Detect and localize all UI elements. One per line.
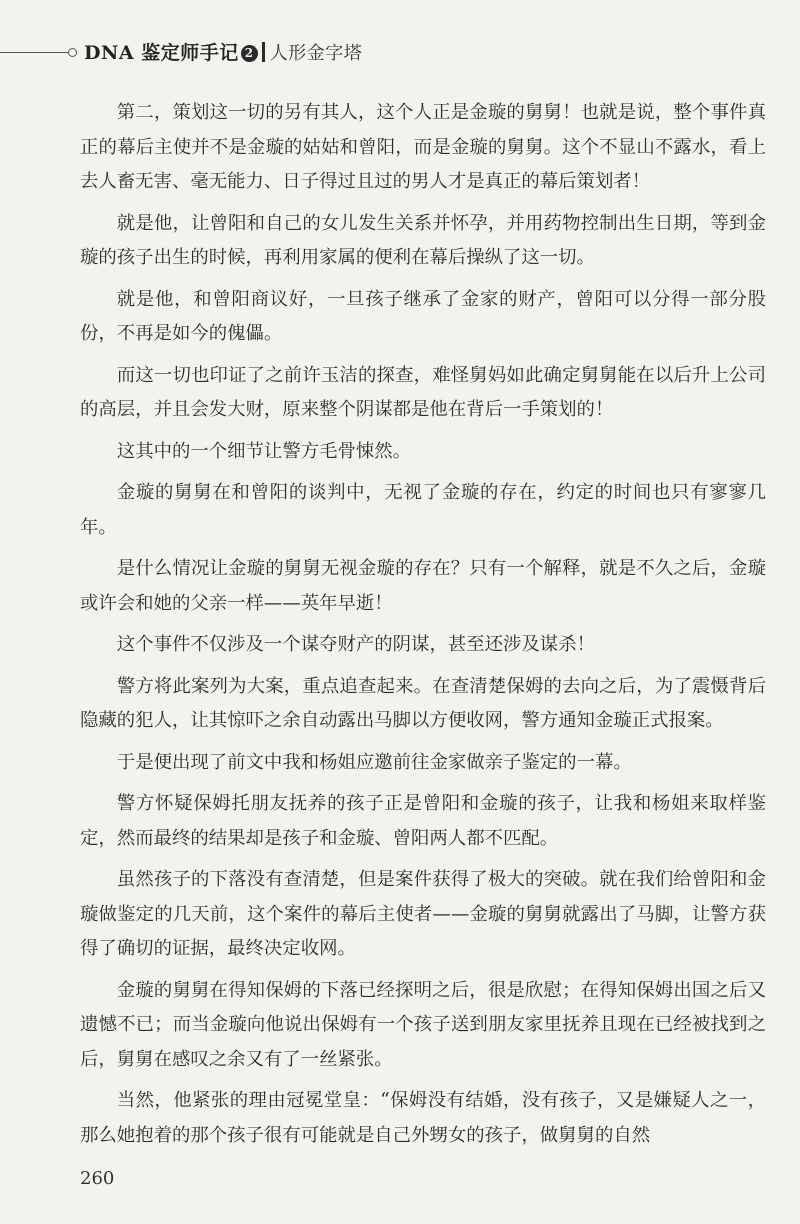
page-body bbox=[80, 96, 766, 1160]
paragraph: 第二，策划这一切的另有其人，这个人正是金璇的舅舅！也就是说，整个事件真正的幕后主使并不是金璇的姑姑和曾阳，而是金璇的舅舅。这个不显山不露水，看上去人畜无害、毫无能力、日子得过且过的男人才是真正的幕后策划者！ bbox=[80, 102, 766, 192]
book-subtitle: 人形金字塔 bbox=[269, 43, 363, 64]
paragraph: 金璇的舅舅在和曾阳的谈判中，无视了金璇的存在，约定的时间也只有寥寥几年。 bbox=[80, 482, 766, 538]
running-header bbox=[0, 38, 800, 68]
volume-badge: 2 bbox=[241, 45, 258, 62]
paragraph: 警方怀疑保姆托朋友抚养的孩子正是曾阳和金璇的孩子，让我和杨姐来取样鉴定，然而最终的结果却是孩子和金璇、曾阳两人都不匹配。 bbox=[80, 793, 766, 849]
paragraph: 这其中的一个细节让警方毛骨悚然。 bbox=[116, 440, 412, 462]
paragraph: 当然，他紧张的理由冠冕堂皇：“保姆没有结婚，没有孩子，又是嫌疑人之一，那么她抱着的那个孩子很有可能就是自己外甥女的孩子，做舅舅的自然 bbox=[80, 1090, 766, 1146]
paragraph: 这个事件不仅涉及一个谋夺财产的阴谋，甚至还涉及谋杀！ bbox=[116, 634, 595, 655]
paragraph: 警方将此案列为大案，重点追查起来。在查清楚保姆的去向之后，为了震慑背后隐藏的犯人，让其惊吓之余自动露出马脚以方便收网，警方通知金璇正式报案。 bbox=[80, 675, 766, 731]
paragraph: 虽然孩子的下落没有查清楚，但是案件获得了极大的突破。就在我们给曾阳和金璇做鉴定的几天前，这个案件的幕后主使者——金璇的舅舅就露出了马脚，让警方获得了确切的证据，最终决定收网。 bbox=[80, 869, 766, 959]
paragraph: 金璇的舅舅在得知保姆的下落已经探明之后，很是欣慰；在得知保姆出国之后又遗憾不已；而当金璇向他说出保姆有一个孩子送到朋友家里抚养且现在已经被找到之后，舅舅在感叹之余又有了一丝紧张。 bbox=[80, 979, 766, 1070]
header-rule bbox=[0, 52, 68, 53]
book-title-text: DNA 鉴定师手记 bbox=[84, 42, 239, 64]
paragraph: 就是他，让曾阳和自己的女儿发生关系并怀孕，并用药物控制出生日期，等到金璇的孩子出生的时候，再利用家属的便利在幕后操纵了这一切。 bbox=[80, 212, 766, 268]
paragraph: 于是便出现了前文中我和杨姐应邀前往金家做亲子鉴定的一幕。 bbox=[116, 751, 632, 773]
paragraph: 而这一切也印证了之前许玉洁的探查，难怪舅妈如此确定舅舅能在以后升上公司的高层，并且会发大财，原来整个阴谋都是他在背后一手策划的！ bbox=[80, 364, 766, 420]
page-number: 260 bbox=[80, 1168, 115, 1189]
header-circle-ornament bbox=[68, 48, 77, 57]
book-title bbox=[84, 38, 362, 65]
paragraph: 就是他，和曾阳商议好，一旦孩子继承了金家的财产，曾阳可以分得一部分股份，不再是如今的傀儡。 bbox=[80, 288, 766, 344]
header-separator bbox=[262, 42, 265, 62]
paragraph: 是什么情况让金璇的舅舅无视金璇的存在？只有一个解释，就是不久之后，金璇或许会和她的父亲一样——英年早逝！ bbox=[80, 558, 766, 614]
